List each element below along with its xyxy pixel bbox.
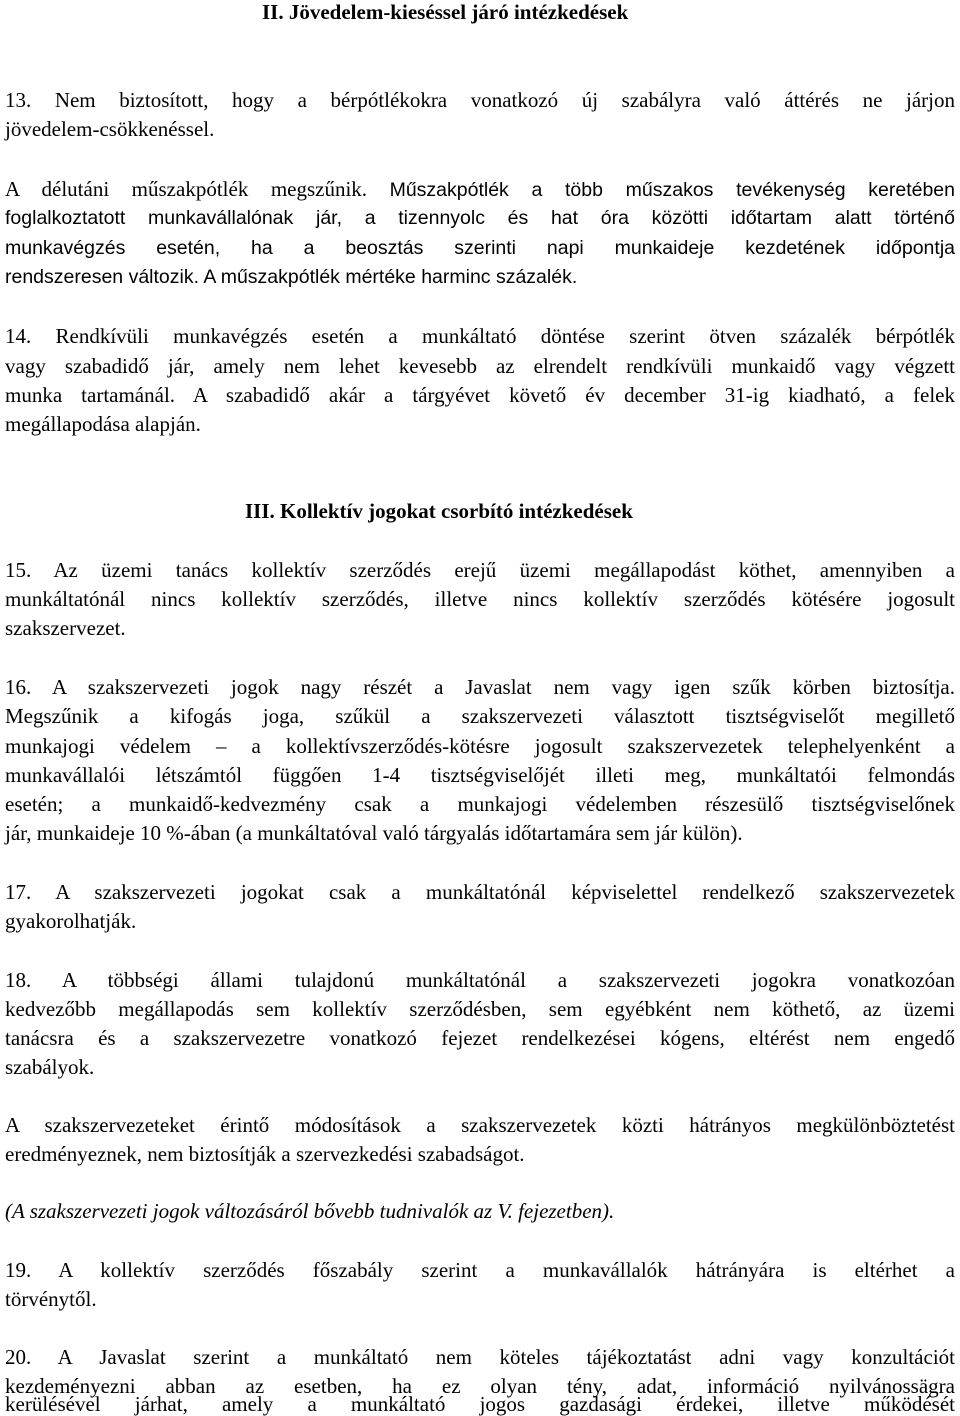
paragraph-16-line-1: 16. A szakszervezeti jogok nagy részét a Javaslat nem vagy igen szűk körben biztosítja. [5,675,955,699]
paragraph-note: (A szakszervezeti jogok változásáról bővebb tudnivalók az V. fejezetben). [5,1199,615,1223]
paragraph-13-line-2: jövedelem-csökkenéssel. [5,117,215,141]
paragraph-shift-line-1-part-b: Műszakpótlék a több műszakos tevékenység keretében [389,179,955,201]
paragraph-shift-line-1-part-a: A délutáni műszakpótlék megszűnik. [5,177,390,201]
paragraph-unions-line-2: eredményeznek, nem biztosítják a szervezkedési szabadságot. [5,1142,525,1166]
paragraph-20-line-1: 20. A Javaslat szerint a munkáltató nem köteles tájékoztatást adni vagy konzultációt [5,1345,955,1369]
paragraph-16-line-5: esetén; a munkaidő-kedvezmény csak a munkajogi védelemben részesülő tisztségviselőnek [5,792,955,816]
paragraph-unions-line-1: A szakszervezeteket érintő módosítások a szakszervezetek közti hátrányos megkülönböztetést [5,1113,955,1137]
paragraph-14-line-4: megállapodása alapján. [5,412,201,436]
paragraph-16-line-6: jár, munkaideje 10 %-ában (a munkáltatóval való tárgyalás időtartamára sem jár külön). [5,821,743,845]
paragraph-19-line-1: 19. A kollektív szerződés főszabály szerint a munkavállalók hátrányára is eltérhet a [5,1258,955,1282]
paragraph-20-line-3: kerülésével járhat, amely a munkáltató jogos gazdasági érdekei, illetve működését [5,1392,955,1416]
paragraph-18-line-1: 18. A többségi állami tulajdonú munkáltatónál a szakszervezeti jogokra vonatkozóan [5,968,955,992]
paragraph-17-line-2: gyakorolhatják. [5,909,137,933]
paragraph-shift-line-1 [5,177,955,201]
paragraph-16-line-3: munkajogi védelem – a kollektívszerződés-kötésre jogosult szakszervezetek telephelyenként a [5,734,955,758]
paragraph-15-line-2: munkáltatónál nincs kollektív szerződés, illetve nincs kollektív szerződés kötésére jogosult [5,587,955,611]
paragraph-20-line-2: kezdeményezni abban az esetben, ha ez olyan tény, adat, információ nyilvánossägra [5,1374,955,1398]
section-heading-2: II. Jövedelem-kieséssel járó intézkedések [262,0,629,24]
section-heading-3: III. Kollektív jogokat csorbító intézkedések [245,499,633,523]
paragraph-16-line-2: Megszűnik a kifogás joga, szűkül a szakszervezeti választott tisztségviselőt megillető [5,704,955,728]
paragraph-14-line-3 [5,383,955,407]
paragraph-13-line-1: 13. Nem biztosított, hogy a bérpótlékokra vonatkozó új szabályra való áttérés ne járjon [5,88,955,112]
paragraph-18-line-2: kedvezőbb megállapodás sem kollektív szerződésben, sem egyébként nem köthető, az üzemi [5,997,955,1021]
paragraph-15-line-3: szakszervezet. [5,616,126,640]
paragraph-15-line-1: 15. Az üzemi tanács kollektív szerződés erejű üzemi megállapodást köthet, amennyiben a [5,558,955,582]
paragraph-14-line-1: 14. Rendkívüli munkavégzés esetén a munkáltató döntése szerint ötven százalék bérpótlék [5,324,955,348]
paragraph-16-line-4: munkavállalói létszámtól függően 1-4 tisztségviselőjét illeti meg, munkáltatói felmondás [5,763,955,787]
paragraph-14-line-2: vagy szabadidő jár, amely nem lehet kevesebb az elrendelt rendkívüli munkaidő vagy végzett [5,354,955,378]
paragraph-18-line-4: szabályok. [5,1055,95,1079]
paragraph-shift-line-2: foglalkoztatott munkavállalónak jár, a tizennyolc és hat óra közötti időtartam alatt történő [5,207,955,229]
paragraph-18-line-3: tanácsra és a szakszervezetre vonatkozó fejezet rendelkezései kógens, eltérést nem engedő [5,1026,955,1050]
paragraph-shift-line-3: munkavégzés esetén, ha a beosztás szerinti napi munkaideje kezdetének időpontja [5,237,955,259]
paragraph-shift-line-4: rendszeresen változik. A műszakpótlék mértéke harminc százalék. [5,266,578,288]
paragraph-14-line-3-part-a: munka tartamánál. [5,383,193,407]
paragraph-19-line-2: törvénytől. [5,1287,97,1311]
paragraph-14-line-3-part-b: A szabadidő akár a tárgyévet követő év december 31-ig kiadható, a felek [192,383,955,407]
paragraph-17-line-1: 17. A szakszervezeti jogokat csak a munkáltatónál képviselettel rendelkező szakszervezetek [5,880,955,904]
